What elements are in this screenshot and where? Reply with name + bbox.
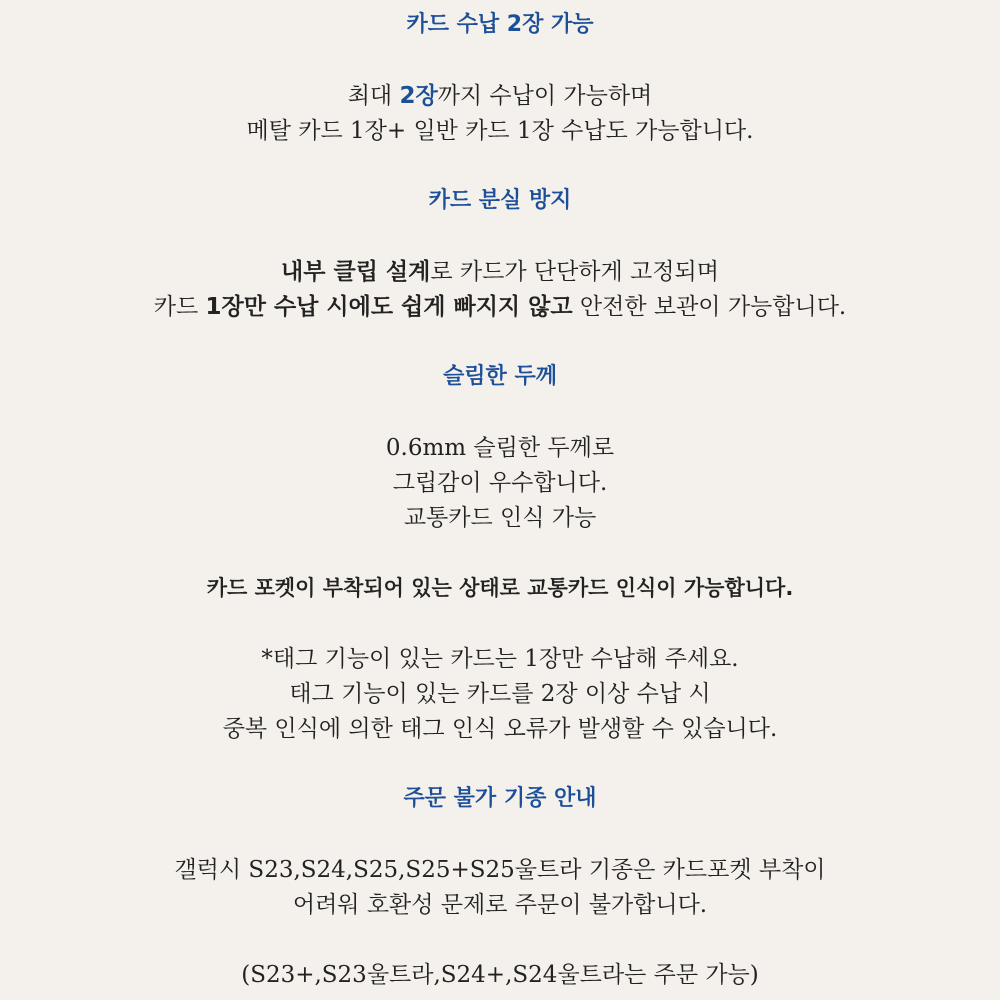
section-heading-card-storage: 카드 수납 2장 가능	[406, 12, 594, 37]
unavailable-models-line-1: 갤럭시 S23,S24,S25,S25+S25울트라 기종은 카드포켓 부착이	[174, 857, 826, 883]
section-heading-slim: 슬림한 두께	[443, 364, 557, 389]
loss-prevention-line-2	[0, 291, 1000, 323]
card-storage-line-1-suffix: 까지 수납이 가능하며	[437, 83, 653, 109]
loss-prevention-line-2-rest: 안전한 보관이 가능합니다.	[572, 294, 847, 320]
card-storage-count-highlight: 2장	[399, 83, 438, 109]
loss-prevention-line-1	[0, 256, 1000, 288]
available-models-note: (S23+,S23울트라,S24+,S24울트라는 주문 가능)	[241, 962, 759, 988]
loss-prevention-line-2-prefix: 카드	[153, 294, 206, 320]
tag-card-note-3: 중복 인식에 의한 태그 인식 오류가 발생할 수 있습니다.	[222, 716, 778, 742]
section-heading-unavailable-models: 주문 불가 기종 안내	[403, 786, 597, 811]
unavailable-models-line-2: 어려워 호환성 문제로 주문이 불가합니다.	[292, 892, 708, 918]
tag-card-note-2: 태그 기능이 있는 카드를 2장 이상 수납 시	[289, 681, 711, 707]
card-storage-line-1-prefix: 최대	[347, 83, 400, 109]
slim-line-2: 그립감이 우수합니다.	[392, 470, 608, 496]
transit-card-notice: 카드 포켓이 부착되어 있는 상태로 교통카드 인식이 가능합니다.	[206, 576, 794, 600]
clip-design-highlight: 내부 클립 설계	[281, 259, 431, 285]
section-heading-loss-prevention: 카드 분실 방지	[428, 188, 572, 213]
tag-card-note-1: *태그 기능이 있는 카드는 1장만 수납해 주세요.	[261, 646, 739, 672]
loss-prevention-line-1-rest: 로 카드가 단단하게 고정되며	[430, 259, 719, 285]
secure-hold-highlight: 1장만 수납 시에도 쉽게 빠지지 않고	[205, 294, 573, 320]
card-storage-line-1	[0, 80, 1000, 112]
slim-line-1: 0.6mm 슬림한 두께로	[385, 435, 615, 461]
slim-line-3: 교통카드 인식 가능	[403, 505, 597, 531]
card-storage-line-2: 메탈 카드 1장+ 일반 카드 1장 수납도 가능합니다.	[246, 118, 754, 144]
